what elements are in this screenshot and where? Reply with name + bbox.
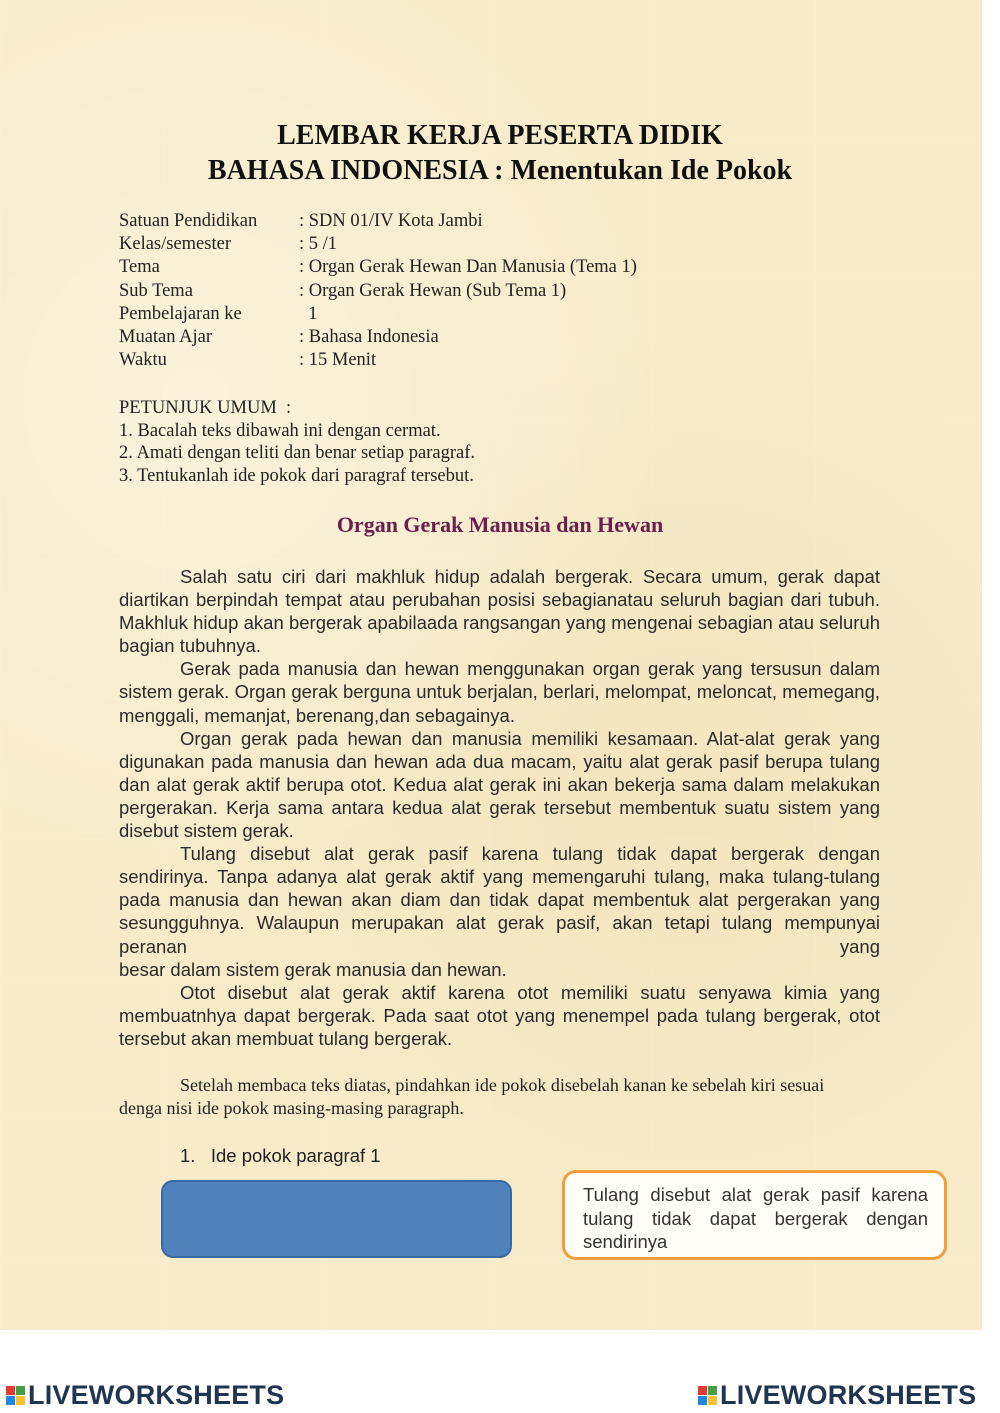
logo-square <box>6 1386 15 1395</box>
info-table <box>119 210 637 372</box>
paragraph: Organ gerak pada hewan dan manusia memiliki kesamaan. Alat-alat gerak yang digunakan pada manusia dan hewan ada dua macam, yaitu alat gerak pasif berupa tulang dan alat gerak aktif berupa otot. Kedua alat gerak ini akan bekerja sama dalam melakukan pergerakan. Kerja sama antara kedua alat gerak tersebut membentuk suatu sistem yang disebut sistem gerak. <box>119 727 880 842</box>
footer-brand-right <box>698 1380 976 1410</box>
liveworksheets-logo-icon <box>6 1386 25 1405</box>
logo-square <box>708 1396 717 1405</box>
paragraph: Salah satu ciri dari makhluk hidup adalah bergerak. Secara umum, gerak dapat diartikan berpindah tempat atau perubahan posisi sebagianatau seluruh bagian dari tubuh. Makhluk hidup akan bergerak apabilaada rangsangan yang mengenai sebagian atau seluruh bagian tubuhnya. <box>119 566 880 657</box>
info-key: Waktu <box>119 350 167 371</box>
info-value: : SDN 01/IV Kota Jambi <box>299 211 483 231</box>
info-value: 1 <box>299 303 318 324</box>
brand-name: LIVEWORKSHEETS <box>28 1379 285 1410</box>
info-key: Kelas/semester <box>119 234 231 255</box>
info-key: Sub Tema <box>119 280 193 301</box>
instruction-item: 1. Bacalah teks dibawah ini dengan cermat. <box>119 420 441 441</box>
info-value: : Organ Gerak Hewan (Sub Tema 1) <box>299 280 567 301</box>
logo-square <box>16 1386 25 1395</box>
brand-name: LIVEWORKSHEETS <box>720 1379 977 1410</box>
info-row <box>119 280 637 303</box>
info-key: Satuan Pendidikan <box>119 211 258 231</box>
task-instruction <box>119 1074 859 1120</box>
worksheet-subtitle: BAHASA INDONESIA : Menentukan Ide Pokok <box>207 155 793 186</box>
reading-title: Organ Gerak Manusia dan Hewan <box>336 512 664 537</box>
info-row <box>119 210 637 233</box>
drop-target-box[interactable] <box>161 1180 512 1258</box>
instruction-item: 3. Tentukanlah ide pokok dari paragraf tersebut. <box>119 465 474 486</box>
info-row <box>119 326 637 349</box>
footer-brand-left <box>6 1380 284 1410</box>
paragraph: Otot disebut alat gerak aktif karena otot memiliki suatu senyawa kimia yang membuatnhya dapat bergerak. Pada saat otot yang menempel pada tulang bergerak, otot tersebut akan membuat tulang bergerak. <box>119 981 880 1049</box>
info-key: Muatan Ajar <box>119 326 212 347</box>
paragraph: Gerak pada manusia dan hewan menggunakan organ gerak yang tersusun dalam sistem gerak. Organ gerak berguna untuk berjalan, berlari, melompat, meloncat, memegang, menggali, memanjat, berenang,dan sebagainya. <box>119 658 880 726</box>
logo-square <box>698 1386 707 1395</box>
logo-square <box>698 1396 707 1405</box>
question-label: 1. Ide pokok paragraf 1 <box>180 1145 381 1166</box>
instructions-list <box>119 397 475 487</box>
info-value: : 15 Menit <box>299 350 377 371</box>
draggable-answer[interactable]: Tulang disebut alat gerak pasif karena tulang tidak dapat bergerak dengan sendirinya <box>562 1170 947 1260</box>
info-value: : 5 /1 <box>299 234 338 255</box>
instructions-heading: PETUNJUK UMUM : <box>119 398 292 418</box>
info-row <box>119 303 637 326</box>
paragraph: Tulang disebut alat gerak pasif karena tulang tidak dapat bergerak dengan sendirinya. Tanpa adanya alat gerak aktif yang memengaruhi tulang, maka tulang-tulang pada manusia dan hewan akan diam dan tidak dapat membentuk alat pergerakan yang sesungguhnya. Walaupun merupakan alat gerak pasif, akan tetapi tulang mempunyai peranan yang <box>119 843 880 957</box>
logo-square <box>6 1396 15 1405</box>
paragraph-continuation: besar dalam sistem gerak manusia dan hewan. <box>119 958 507 980</box>
liveworksheets-logo-icon <box>698 1386 717 1405</box>
info-value: : Bahasa Indonesia <box>299 326 439 347</box>
info-key: Pembelajaran ke <box>119 303 242 324</box>
worksheet-title: LEMBAR KERJA PESERTA DIDIK <box>277 120 723 151</box>
task-instruction-text: Setelah membaca teks diatas, pindahkan ide pokok disebelah kanan ke sebelah kiri sesuai denga nisi ide pokok masing-masing paragraph. <box>119 1075 825 1118</box>
logo-square <box>708 1386 717 1395</box>
logo-square <box>16 1396 25 1405</box>
info-row <box>119 349 637 372</box>
reading-text <box>119 565 880 1050</box>
info-row <box>119 233 637 256</box>
info-row <box>119 256 637 279</box>
info-value: : Organ Gerak Hewan Dan Manusia (Tema 1) <box>299 257 637 278</box>
instruction-item: 2. Amati dengan teliti dan benar setiap paragraf. <box>119 443 475 463</box>
info-key: Tema <box>119 257 160 278</box>
